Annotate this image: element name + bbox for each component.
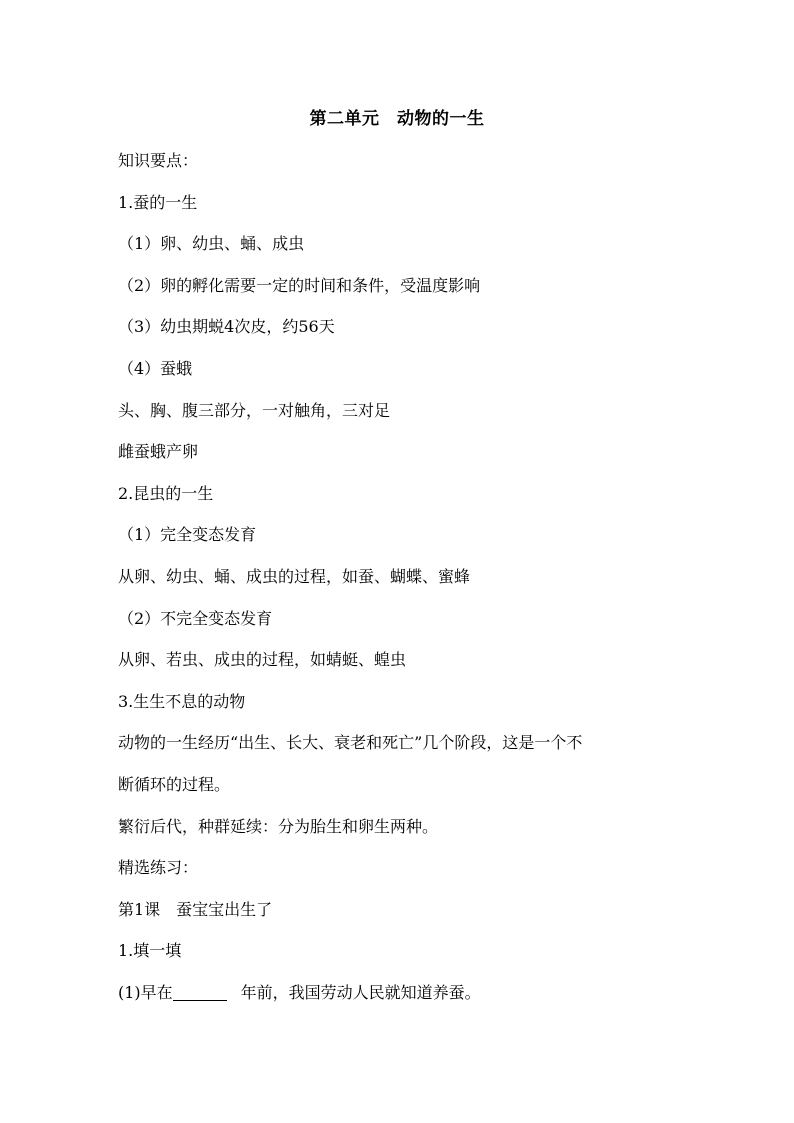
fill-question-suffix: 年前，我国劳动人民就知道养蚕。 bbox=[240, 982, 481, 1002]
point-hatching: （2）卵的孵化需要一定的时间和条件，受温度影响 bbox=[118, 275, 481, 295]
heading-insect-life: 2.昆虫的一生 bbox=[118, 483, 214, 503]
reproduction-paragraph: 繁衍后代，种群延续：分为胎生和卵生两种。 bbox=[118, 816, 439, 836]
point-incomplete-metamorphosis: （2）不完全变态发育 bbox=[118, 608, 273, 628]
moth-egg-laying: 雌蚕蛾产卵 bbox=[118, 442, 199, 462]
moth-body-description: 头、胸、腹三部分，一对触角，三对足 bbox=[118, 400, 391, 420]
incomplete-metamorphosis-description: 从卵、若虫、成虫的过程，如蜻蜓、蝗虫 bbox=[118, 650, 407, 670]
fill-question-prefix: (1)早在 bbox=[118, 982, 173, 1002]
heading-silkworm-life: 1.蚕的一生 bbox=[118, 192, 198, 212]
unit-title: 第二单元 动物的一生 bbox=[309, 109, 485, 129]
point-stages: （1）卵、幼虫、蛹、成虫 bbox=[118, 234, 305, 254]
point-silk-moth: （4）蚕蛾 bbox=[118, 358, 193, 378]
exercise-fill-heading: 1.填一填 bbox=[118, 941, 182, 961]
point-complete-metamorphosis: （1）完全变态发育 bbox=[118, 525, 257, 545]
fill-question-1 bbox=[118, 972, 678, 1014]
complete-metamorphosis-description: 从卵、幼虫、蛹、成虫的过程，如蚕、蝴蝶、蜜蜂 bbox=[118, 566, 471, 586]
life-cycle-paragraph-line-1: 动物的一生经历“出生、长大、衰老和死亡”几个阶段，这是一个不 bbox=[118, 733, 583, 753]
heading-living-animals: 3.生生不息的动物 bbox=[118, 691, 246, 711]
lesson-title: 第1课 蚕宝宝出生了 bbox=[118, 899, 273, 919]
section-heading-exercises: 精选练习： bbox=[118, 858, 199, 878]
point-larva-molting: （3）幼虫期蜕4次皮，约56天 bbox=[118, 317, 335, 337]
life-cycle-paragraph-line-2: 断循环的过程。 bbox=[118, 774, 231, 794]
fill-blank[interactable] bbox=[173, 984, 227, 1001]
section-heading-knowledge: 知识要点： bbox=[118, 151, 199, 170]
document-body bbox=[118, 140, 678, 1013]
